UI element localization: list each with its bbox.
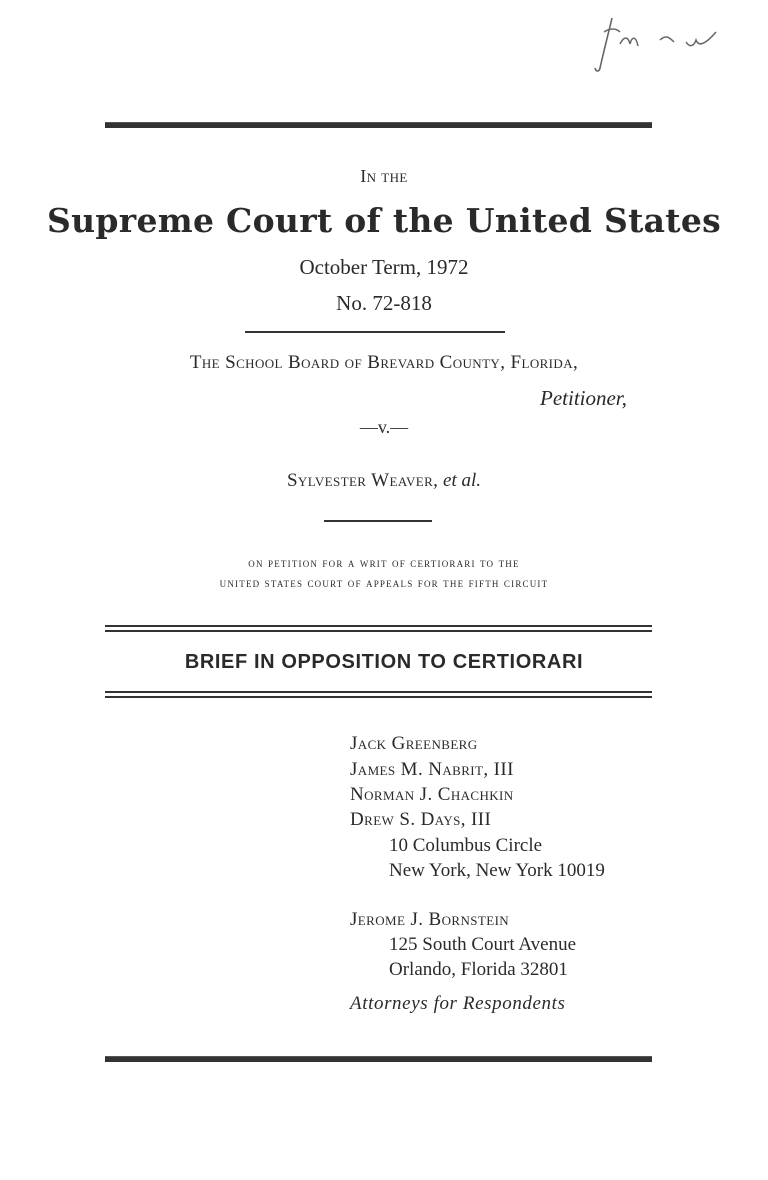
attorney-name: James M. Nabrit, III — [350, 759, 514, 780]
court-title: Supreme Court of the United States — [46, 201, 722, 240]
title-rule-upper — [105, 625, 652, 632]
respondent-line — [0, 470, 768, 492]
title-rule-lower — [105, 691, 652, 698]
address-line: 125 South Court Avenue — [389, 934, 577, 955]
attorney-name: Norman J. Chachkin — [350, 784, 514, 805]
respondent-suffix: et al. — [443, 470, 482, 491]
header-divider — [245, 331, 505, 333]
attorney-name: Drew S. Days, III — [350, 809, 492, 830]
address-line: Orlando, Florida 32801 — [389, 959, 568, 980]
brief-title: BRIEF IN OPPOSITION TO CERTIORARI — [184, 651, 584, 673]
address-line: 10 Columbus Circle — [389, 835, 543, 856]
petitioner-role: Petitioner, — [540, 386, 627, 410]
respondent-name: Sylvester Weaver, — [286, 470, 439, 491]
parties-divider — [324, 520, 432, 522]
attorneys-role: Attorneys for Respondents — [350, 993, 566, 1014]
top-rule — [105, 122, 652, 128]
petitioner-name: The School Board of Brevard County, Florida, — [189, 352, 579, 373]
term-label: October Term, 1972 — [299, 255, 469, 279]
docket-number: No. 72-818 — [336, 291, 432, 315]
attorney-name: Jerome J. Bornstein — [350, 909, 510, 930]
petition-line-1: on petition for a writ of certiorari to the — [248, 556, 520, 570]
address-line: New York, New York 10019 — [389, 860, 605, 881]
attorney-name: Jack Greenberg — [350, 733, 478, 754]
bottom-rule — [105, 1056, 652, 1062]
petition-line-2: united states court of appeals for the fifth circuit — [219, 576, 549, 590]
in-the-label: In the — [360, 166, 408, 186]
handwritten-initials — [590, 10, 720, 80]
versus-label: —v.— — [359, 417, 409, 437]
